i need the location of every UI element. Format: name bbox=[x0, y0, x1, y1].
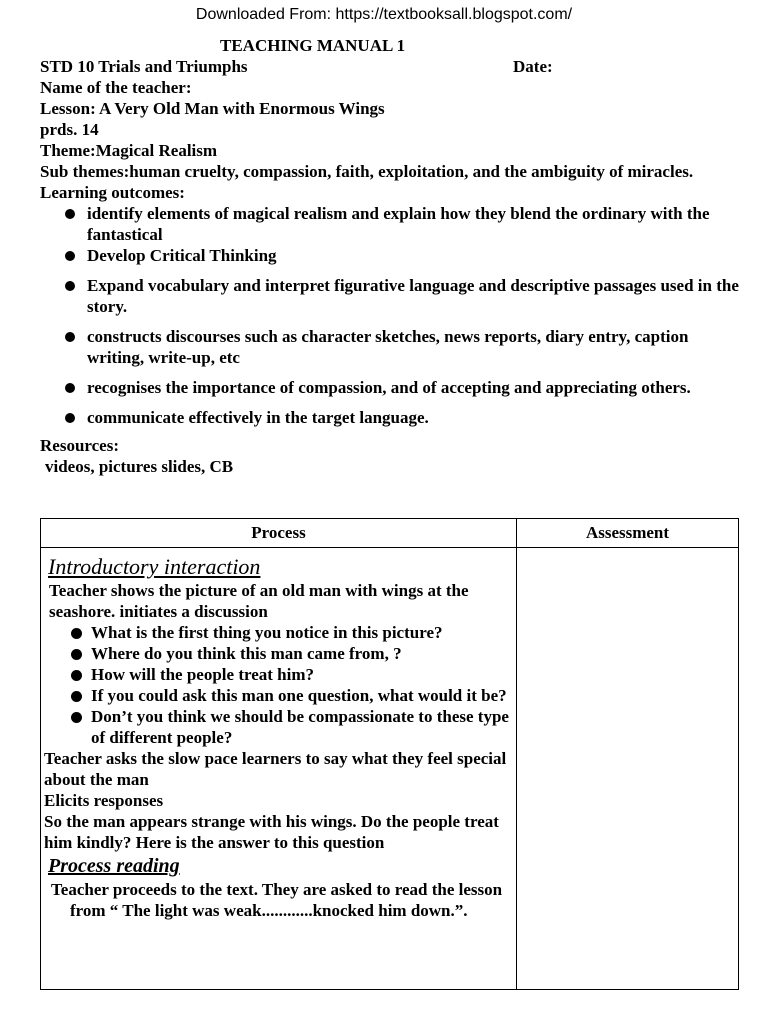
resources-label: Resources: bbox=[40, 436, 119, 455]
slow-learners-text: Teacher asks the slow pace learners to say what they feel special about the man bbox=[44, 749, 507, 789]
question-item: How will the people treat him? bbox=[44, 664, 513, 685]
theme: Theme:Magical Realism bbox=[40, 141, 218, 160]
periods: prds. 14 bbox=[40, 120, 99, 139]
discussion-questions bbox=[44, 622, 513, 748]
assessment-column-header: Assessment bbox=[517, 519, 739, 548]
outcome-item: Expand vocabulary and interpret figurative language and descriptive passages used in the story. bbox=[40, 275, 740, 317]
outcome-item: Develop Critical Thinking bbox=[40, 245, 740, 266]
resources-list: videos, pictures slides, CB bbox=[45, 457, 234, 476]
process-column-header: Process bbox=[41, 519, 517, 548]
table-header-row bbox=[41, 519, 739, 548]
transition-text: So the man appears strange with his wings. Do the people treat him kindly? Here is the answer to this question bbox=[44, 812, 499, 852]
outcome-item: constructs discourses such as character sketches, news reports, diary entry, caption writing, write-up, etc bbox=[40, 326, 740, 368]
table-row bbox=[41, 548, 739, 990]
manual-header bbox=[40, 35, 740, 477]
intro-text: Teacher shows the picture of an old man with wings at the seashore. initiates a discussion bbox=[49, 581, 469, 621]
lesson-plan-table bbox=[40, 518, 739, 990]
question-item: What is the first thing you notice in this picture? bbox=[44, 622, 513, 643]
teacher-name-label: Name of the teacher: bbox=[40, 78, 192, 97]
manual-title: TEACHING MANUAL 1 bbox=[220, 36, 406, 55]
lesson-title: Lesson: A Very Old Man with Enormous Wings bbox=[40, 99, 385, 118]
reading-text: Teacher proceeds to the text. They are asked to read the lesson from “ The light was weak............knocked him down.”. bbox=[51, 880, 503, 920]
outcome-item: identify elements of magical realism and explain how they blend the ordinary with the fantastical bbox=[40, 203, 740, 245]
sub-themes: Sub themes:human cruelty, compassion, faith, exploitation, and the ambiguity of miracles. bbox=[40, 162, 694, 181]
outcome-item: communicate effectively in the target language. bbox=[40, 407, 740, 428]
outcome-item: recognises the importance of compassion, and of accepting and appreciating others. bbox=[40, 377, 740, 398]
source-line: Downloaded From: https://textbooksall.blogspot.com/ bbox=[195, 6, 573, 23]
learning-outcomes-label: Learning outcomes: bbox=[40, 183, 185, 202]
date-label: Date: bbox=[513, 57, 553, 76]
learning-outcomes-list bbox=[40, 203, 740, 428]
intro-heading: Introductory interaction bbox=[48, 554, 261, 579]
assessment-cell bbox=[517, 548, 739, 990]
std-row bbox=[40, 56, 740, 77]
std-label: STD 10 Trials and Triumphs bbox=[40, 57, 248, 76]
question-item: Don’t you think we should be compassionate to these type of different people? bbox=[44, 706, 513, 748]
question-item: If you could ask this man one question, what would it be? bbox=[44, 685, 513, 706]
question-item: Where do you think this man came from, ? bbox=[44, 643, 513, 664]
reading-heading: Process reading bbox=[48, 855, 180, 877]
process-cell bbox=[41, 548, 517, 990]
elicits-text: Elicits responses bbox=[44, 791, 164, 810]
